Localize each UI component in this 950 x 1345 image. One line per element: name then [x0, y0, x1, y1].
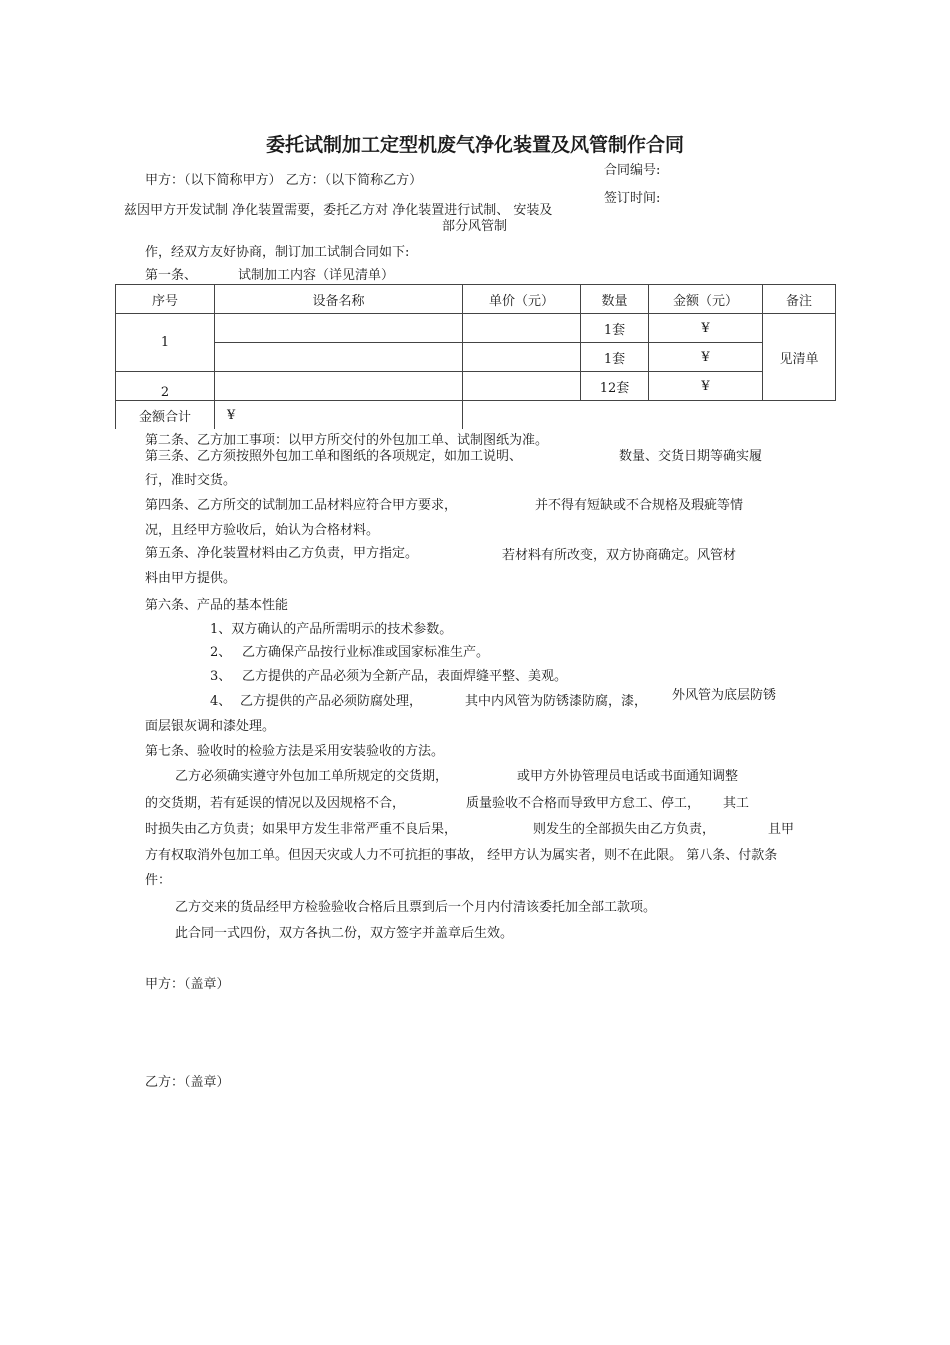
article-7-line-2-a: 的交货期，若有延误的情况以及因规格不合，: [145, 796, 406, 811]
row-qty: 12套: [581, 372, 649, 401]
article-4-b: 并不得有短缺或不合规格及瑕疵等情: [535, 498, 744, 513]
article-7-line-4: 方有权取消外包加工单。但因天灾或人力不可抗拒的事故， 经甲方认为属实者，则不在此限。 第八条、付款条: [145, 848, 778, 863]
article-7-heading: 第七条、验收时的检验方法是采用安装验收的方法。: [145, 744, 445, 759]
intro-line-a: 兹因甲方开发试制 净化装置需要，委托乙方对 净化装置进行试制、 安装及: [124, 203, 553, 218]
article-4-c: 况，且经甲方验收后，始认为合格材料。: [145, 523, 380, 538]
performance-item-4-c: 外风管为底层防锈: [672, 688, 777, 703]
article-7-line-3-a: 时损失由乙方负责；如果甲方发生非常严重不良后果，: [145, 822, 458, 837]
article-5-b: 若材料有所改变，双方协商确定。风管材: [502, 548, 737, 563]
row-qty: 1套: [581, 343, 649, 372]
article-7-line-1-b: 或甲方外协管理员电话或书面通知调整: [517, 769, 739, 784]
article-7-line-3-b: 则发生的全部损失由乙方负责，: [533, 822, 716, 837]
article-2: 第二条、乙方加工事项：以甲方所交付的外包加工单、试制图纸为准。: [145, 433, 549, 448]
header-note: 备注: [763, 285, 836, 314]
intro-line-c: 作，经双方友好协商，制订加工试制合同如下:: [145, 245, 410, 260]
performance-item-4-d: 面层银灰调和漆处理。: [145, 719, 276, 734]
table-total-row: [116, 401, 836, 430]
table-row: [116, 343, 836, 372]
row-no: 1: [116, 314, 215, 372]
article-7-line-3-c: 且甲: [768, 822, 795, 837]
total-label: 金额合计: [116, 401, 215, 430]
row-amount: ¥: [649, 372, 763, 401]
article-6-heading: 第六条、产品的基本性能: [145, 598, 289, 613]
article-5-a: 第五条、净化装置材料由乙方负责，甲方指定。: [145, 546, 419, 561]
party-b-seal: 乙方：（盖章）: [145, 1075, 230, 1090]
row-name: [215, 372, 463, 401]
article-7-line-1-a: 乙方必须确实遵守外包加工单所规定的交货期，: [175, 769, 449, 784]
party-a-seal: 甲方：（盖章）: [145, 977, 230, 992]
performance-item-4-a: 乙方提供的产品必须防腐处理，: [240, 694, 423, 709]
row-note: 见清单: [763, 314, 836, 401]
article-3-a: 第三条、乙方须按照外包加工单和图纸的各项规定，如加工说明、: [145, 449, 523, 464]
article-1-text: 试制加工内容（详见清单）: [238, 268, 395, 283]
contract-title: 委托试制加工定型机废气净化装置及风管制作合同: [265, 134, 684, 156]
performance-item-1: 1、双方确认的产品所需明示的技术参数。: [210, 622, 453, 637]
performance-item-4-b: 其中内风管为防锈漆防腐，漆，: [465, 694, 648, 709]
table-row: [116, 372, 836, 401]
row-name: [215, 314, 463, 343]
payment-terms: 乙方交来的货品经甲方检验验收合格后且票到后一个月内付清该委托加全部工款项。: [175, 900, 657, 915]
row-price: [463, 343, 581, 372]
copies-clause: 此合同一式四份，双方各执二份，双方签字并盖章后生效。: [175, 926, 514, 941]
table-header-row: [116, 285, 836, 314]
article-4-a: 第四条、乙方所交的试制加工品材料应符合甲方要求，: [145, 498, 458, 513]
row-amount: ¥: [649, 343, 763, 372]
article-5-c: 料由甲方提供。: [145, 571, 237, 586]
header-qty: 数量: [581, 285, 649, 314]
items-table: [115, 284, 836, 429]
article-3-c: 行，准时交货。: [145, 473, 237, 488]
header-amount: 金额（元）: [649, 285, 763, 314]
row-no: 2: [116, 372, 215, 401]
total-value: ¥: [215, 401, 463, 430]
article-7-line-2-c: 其工: [723, 796, 750, 811]
performance-item-3-number: 3、: [210, 669, 232, 684]
performance-item-3: 乙方提供的产品必须为全新产品，表面焊缝平整、美观。: [242, 669, 568, 684]
row-price: [463, 372, 581, 401]
row-amount: ¥: [649, 314, 763, 343]
parties-line: 甲方：（以下简称甲方） 乙方：（以下简称乙方）: [145, 173, 423, 188]
article-7-line-2-b: 质量验收不合格而导致甲方怠工、停工，: [466, 796, 701, 811]
row-qty: 1套: [581, 314, 649, 343]
performance-item-2-number: 2、: [210, 645, 232, 660]
row-name: [215, 343, 463, 372]
header-no: 序号: [116, 285, 215, 314]
performance-item-4-number: 4、: [210, 694, 232, 709]
intro-line-b: 部分风管制: [442, 219, 508, 234]
row-price: [463, 314, 581, 343]
contract-number-label: 合同编号:: [604, 163, 661, 178]
header-price: 单价（元）: [463, 285, 581, 314]
article-3-b: 数量、交货日期等确实履: [619, 449, 763, 464]
article-1-label: 第一条、: [145, 268, 198, 283]
table-row: [116, 314, 836, 343]
article-7-line-5: 件：: [145, 873, 172, 888]
performance-item-2: 乙方确保产品按行业标准或国家标准生产。: [242, 645, 490, 660]
header-name: 设备名称: [215, 285, 463, 314]
sign-time-label: 签订时间:: [604, 191, 661, 206]
